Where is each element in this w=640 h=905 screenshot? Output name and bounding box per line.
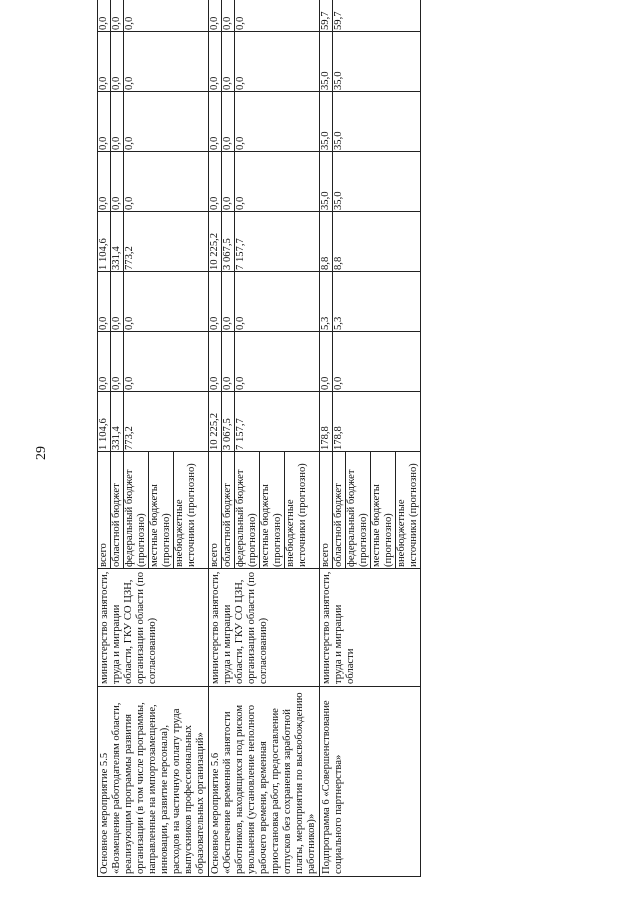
funding-sources-cell	[98, 452, 209, 569]
event-name-cell: Подпрограмма 6 «Совершенствование социального партнерства»	[320, 687, 421, 877]
value-entry: 0,0	[124, 376, 135, 390]
executor-cell: министерство занятости, труда и миграции области	[320, 569, 421, 687]
table-row	[320, 0, 421, 877]
value-entry: 0,0	[222, 332, 235, 391]
value-cell	[98, 272, 209, 332]
value-entry: 0,0	[209, 92, 222, 151]
event-name-cell: Основное мероприятие 5.6 «Обеспечение временной занятости работников, находящихся под риском увольнения (установление неполного рабочего времени, временная приостановка работ, предоставление отпусков без сохранения заработной платы, мероприятия по высвобождению работников)»	[209, 687, 320, 877]
funding-source-label: всего	[98, 452, 111, 568]
value-entry: 0,0	[98, 0, 111, 31]
value-entry: 0,0	[111, 0, 124, 31]
value-entry: 0,0	[209, 0, 222, 31]
value-entry: 0,0	[333, 376, 344, 390]
value-cell	[98, 332, 209, 392]
value-entry: 8,8	[320, 212, 333, 271]
funding-source-label: всего	[209, 452, 222, 568]
funding-sources-cell	[209, 452, 320, 569]
value-entry: 59,7	[320, 0, 333, 31]
value-cell	[209, 32, 320, 92]
table-row	[98, 0, 209, 877]
value-cell	[209, 152, 320, 212]
value-entry: 331,4	[111, 392, 124, 451]
value-entry: 0,0	[124, 196, 135, 210]
value-entry: 35,0	[320, 152, 333, 211]
value-cell	[320, 392, 421, 452]
table-row	[209, 0, 320, 877]
value-cell	[320, 212, 421, 272]
value-entry: 3 067,5	[222, 212, 235, 271]
value-cell	[98, 32, 209, 92]
executor-cell: министерство занятости, труда и миграции области, ГКУ СО ЦЗН, организации области (по согласованию)	[98, 569, 209, 687]
value-cell	[320, 0, 421, 32]
value-entry: 0,0	[98, 32, 111, 91]
funding-source-label: областной бюджет	[111, 452, 124, 568]
value-entry: 331,4	[111, 212, 124, 271]
value-entry: 0,0	[209, 152, 222, 211]
executor-cell: министерство занятости, труда и миграции области, ГКУ СО ЦЗН, организации области (по согласованию)	[209, 569, 320, 687]
value-entry: 0,0	[209, 272, 222, 331]
value-entry: 0,0	[235, 16, 246, 30]
value-entry: 3 067,5	[222, 392, 235, 451]
value-cell	[209, 272, 320, 332]
value-entry: 0,0	[222, 32, 235, 91]
table-rotated-frame	[97, 11, 605, 877]
value-entry: 0,0	[209, 332, 222, 391]
funding-source-label: всего	[320, 452, 333, 568]
funding-source-label: федеральный бюджет (прогнозно)	[346, 452, 371, 568]
funding-source-label: местные бюджеты (прогнозно)	[149, 452, 174, 568]
value-entry: 10 225,2	[209, 392, 222, 451]
funding-sources-cell	[320, 452, 421, 569]
funding-source-label: федеральный бюджет (прогнозно)	[235, 452, 260, 568]
value-entry: 35,0	[320, 92, 333, 151]
value-cell	[320, 272, 421, 332]
value-entry: 35,0	[320, 32, 333, 91]
value-entry: 1 104,6	[98, 212, 111, 271]
value-entry: 0,0	[235, 376, 246, 390]
value-cell	[320, 332, 421, 392]
table-rotated-wrapper	[97, 11, 605, 877]
value-entry: 0,0	[124, 76, 135, 90]
value-entry: 0,0	[111, 92, 124, 151]
value-entry: 0,0	[222, 0, 235, 31]
event-name-cell: Основное мероприятие 5.5 «Возмещение работодателям области, реализующим программы развития организации (в том числе программы, направленные на импортозамещение, инновации, развитие персонала), расходов на частичную оплату труда выпускников профессиональных образовательных организаций»	[98, 687, 209, 877]
value-cell	[209, 392, 320, 452]
value-entry: 8,8	[333, 256, 344, 270]
value-entry: 0,0	[320, 332, 333, 391]
funding-source-label: областной бюджет	[222, 452, 235, 568]
value-cell	[209, 332, 320, 392]
value-entry: 0,0	[235, 316, 246, 330]
funding-source-label: внебюджетные источники (прогнозно)	[396, 463, 419, 567]
value-entry: 35,0	[333, 131, 344, 150]
value-entry: 35,0	[333, 71, 344, 90]
value-entry: 773,2	[124, 246, 135, 270]
value-entry: 0,0	[235, 76, 246, 90]
value-entry: 178,8	[333, 426, 344, 450]
value-entry: 0,0	[98, 272, 111, 331]
value-cell	[209, 212, 320, 272]
value-entry: 0,0	[111, 272, 124, 331]
funding-source-label: областной бюджет	[333, 452, 346, 568]
funding-source-label: местные бюджеты (прогнозно)	[371, 452, 396, 568]
value-entry: 0,0	[235, 196, 246, 210]
value-cell	[98, 212, 209, 272]
value-entry: 178,8	[320, 392, 333, 451]
value-entry: 0,0	[98, 152, 111, 211]
value-cell	[320, 32, 421, 92]
value-entry: 0,0	[222, 92, 235, 151]
value-entry: 0,0	[222, 152, 235, 211]
value-entry: 5,3	[333, 316, 344, 330]
funding-source-label: местные бюджеты (прогнозно)	[260, 452, 285, 568]
value-entry: 0,0	[124, 316, 135, 330]
funding-source-label: внебюджетные источники (прогнозно)	[285, 463, 308, 567]
value-entry: 0,0	[222, 272, 235, 331]
value-cell	[98, 392, 209, 452]
value-entry: 0,0	[124, 16, 135, 30]
value-entry: 10 225,2	[209, 212, 222, 271]
value-cell	[209, 92, 320, 152]
value-entry: 7 157,7	[235, 238, 246, 270]
value-cell	[209, 0, 320, 32]
value-entry: 35,0	[333, 191, 344, 210]
funding-source-label: федеральный бюджет (прогнозно)	[124, 452, 149, 568]
value-cell	[98, 152, 209, 212]
value-entry: 773,2	[124, 426, 135, 450]
value-entry: 7 157,7	[235, 418, 246, 450]
value-entry: 0,0	[209, 32, 222, 91]
value-entry: 0,0	[124, 136, 135, 150]
budget-table	[97, 0, 421, 877]
value-entry: 5,3	[320, 272, 333, 331]
value-entry: 0,0	[98, 332, 111, 391]
value-entry: 0,0	[111, 32, 124, 91]
value-cell	[98, 92, 209, 152]
value-entry: 0,0	[235, 136, 246, 150]
value-cell	[320, 152, 421, 212]
value-entry: 0,0	[111, 152, 124, 211]
value-entry: 59,7	[333, 11, 344, 30]
value-cell	[320, 92, 421, 152]
value-cell	[98, 0, 209, 32]
value-entry: 1 104,6	[98, 392, 111, 451]
value-entry: 0,0	[111, 332, 124, 391]
value-entry: 0,0	[98, 92, 111, 151]
funding-source-label: внебюджетные источники (прогнозно)	[174, 463, 197, 567]
page-number: 29	[34, 446, 49, 460]
